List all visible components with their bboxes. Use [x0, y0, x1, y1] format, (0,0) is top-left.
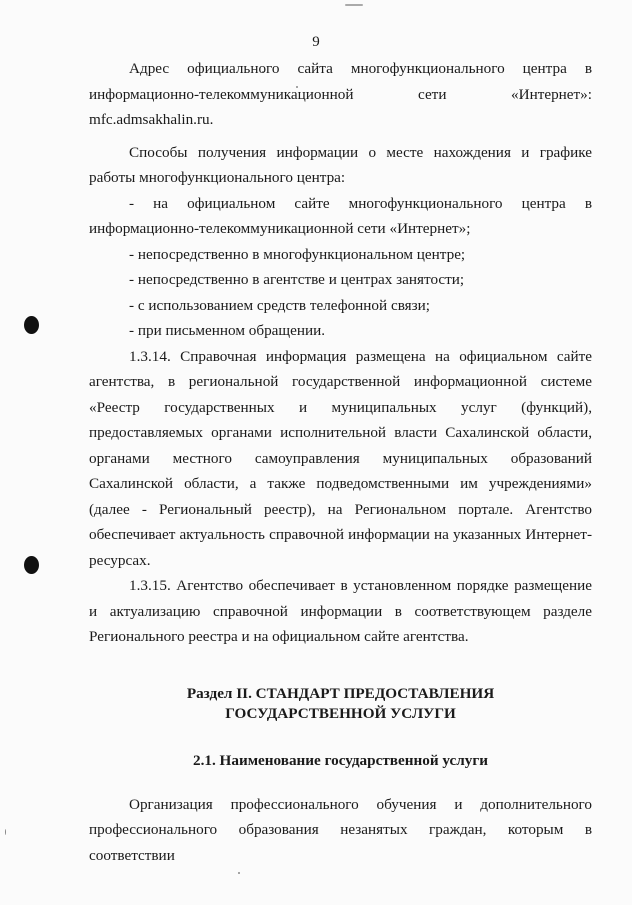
section-title-line2: ГОСУДАРСТВЕННОЙ УСЛУГИ — [225, 704, 456, 722]
paragraph-1-3-14: 1.3.14. Справочная информация размещена на официальном сайте агентства, в региональной государственной информационной системе «Реестр государственных и муниципальных услуг (функций), предоставляемых органами исполнительной власти Сахалинской области, органами местного самоуправления муниципальных образований Сахалинской области, а также подведомственными им учреждениями» (далее - Региональный реестр), на Региональном портале. Агентство обеспечивает актуальность справочной информации на указанных Интернет-ресурсах. — [89, 347, 592, 569]
paragraph-info-methods: Способы получения информации о месте нахождения и графике работы многофункционального центра: — [89, 143, 592, 186]
scan-speck — [5, 829, 6, 835]
section-title — [89, 684, 592, 724]
scan-speck — [238, 872, 240, 874]
punch-hole-bottom — [24, 556, 39, 574]
list-item: - с использованием средств телефонной связи; — [129, 296, 430, 314]
page-number: 9 — [312, 34, 320, 50]
document-body — [89, 56, 592, 868]
list-item: - непосредственно в многофункциональном центре; — [129, 245, 466, 263]
paragraph-service-name: Организация профессионального обучения и дополнительного профессионального образования незанятых граждан, которым в соответствии — [89, 795, 592, 864]
scan-speck — [345, 4, 363, 6]
list-item-official-site: - на официальном сайте многофункционального центра в информационно-телекоммуникационной сети «Интернет»; — [89, 194, 592, 237]
list-item: - при письменном обращении. — [129, 322, 326, 339]
punch-hole-top — [24, 316, 39, 334]
list-item: - непосредственно в агентстве и центрах занятости; — [129, 271, 465, 288]
section-title-line1: Раздел II. СТАНДАРТ ПРЕДОСТАВЛЕНИЯ — [186, 684, 495, 702]
paragraph-site-address: Адрес официального сайта многофункционального центра в информационно-телекоммуникационной сети «Интернет»: mfc.admsakhalin.ru. — [89, 60, 592, 128]
subsection-title: 2.1. Наименование государственной услуги — [192, 751, 489, 769]
paragraph-1-3-15: 1.3.15. Агентство обеспечивает в установленном порядке размещение и актуализацию справочной информации в соответствующем разделе Регионального реестра и на официальном сайте агентства. — [89, 577, 592, 645]
